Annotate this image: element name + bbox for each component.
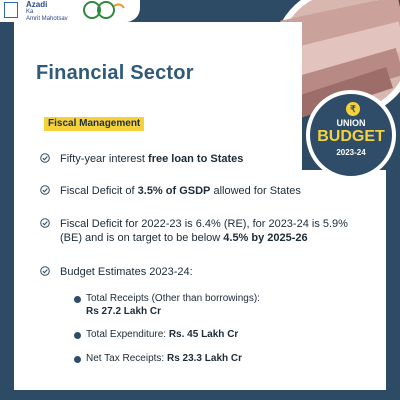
badge-budget-text: BUDGET	[317, 128, 385, 145]
page-title: Financial Sector	[36, 62, 194, 84]
check-icon	[40, 218, 50, 228]
azadi-logo-subtext: Ka Amrit Mahotsav	[26, 9, 68, 22]
list-item-text: Fiscal Deficit for 2022-23 is 6.4% (RE), for 2023-24 is 5.9% (BE) and is on target to be below 4.5% by 2025-26	[60, 218, 348, 244]
header-logos	[0, 0, 140, 22]
check-icon	[40, 185, 50, 195]
bullet-icon	[74, 356, 81, 363]
union-budget-badge	[306, 90, 396, 180]
sub-list-item-text: Total Expenditure: Rs. 45 Lakh Cr	[86, 329, 239, 340]
list-item-text: Fifty-year interest free loan to States	[60, 153, 244, 165]
check-icon	[40, 266, 50, 276]
azadi-logo-text: Azadi	[26, 0, 48, 9]
badge-year-text: 2023-24	[336, 148, 366, 157]
sub-list-item-text: Net Tax Receipts: Rs 23.3 Lakh Cr	[86, 353, 243, 364]
bullet-icon	[74, 332, 81, 339]
list-item-text: Budget Estimates 2023-24:	[60, 266, 193, 278]
list-item-text: Fiscal Deficit of 3.5% of GSDP allowed for States	[60, 185, 301, 197]
rupee-icon: ₹	[346, 102, 360, 116]
g20-logo-icon	[82, 0, 126, 20]
emblem-icon	[4, 2, 18, 18]
bullet-icon	[74, 296, 81, 303]
badge-union-text: UNION	[336, 118, 366, 128]
sub-list-item-text: Total Receipts (Other than borrowings): Rs 27.2 Lakh Cr	[86, 293, 260, 317]
check-icon	[40, 153, 50, 163]
footer-bar	[0, 392, 400, 400]
section-tag: Fiscal Management	[44, 117, 144, 131]
